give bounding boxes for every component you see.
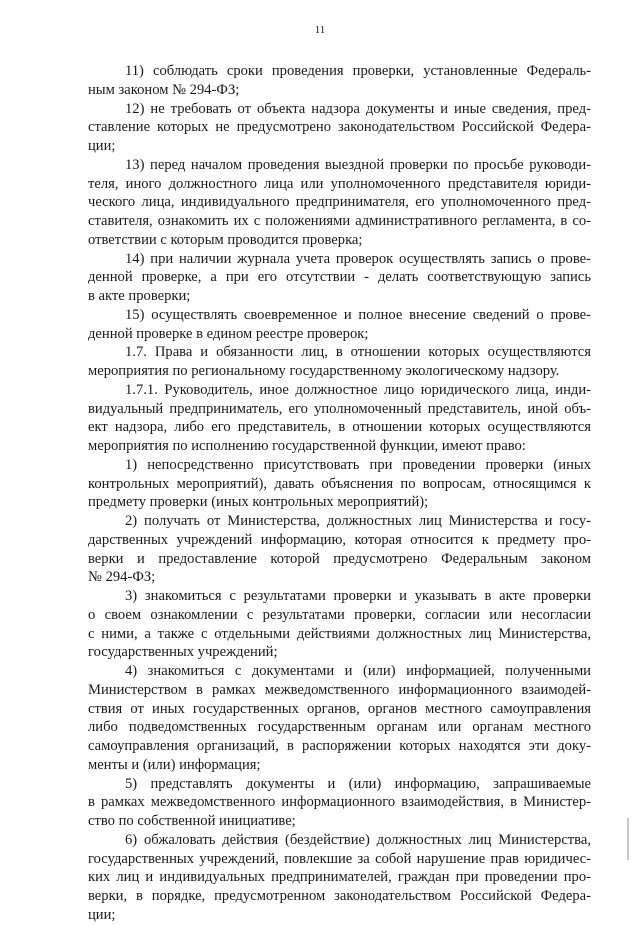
text-line: государственных учреждений;	[88, 644, 278, 661]
document-body	[88, 62, 591, 925]
text-line: ствия от иных государственных органов, органов местного самоуправления	[88, 700, 591, 717]
text-line: предмету проверки (иных контрольных мероприятий);	[88, 494, 429, 511]
text-line: денной проверке, а при его отсутствии - делать соответствующую запись	[88, 269, 591, 286]
text-line: в акте проверки;	[88, 288, 191, 304]
text-line: ответствии с которым проводится проверка;	[88, 231, 363, 248]
text-line: ции;	[88, 138, 116, 154]
text-line: ным законом № 294-ФЗ;	[88, 81, 240, 98]
text-line: в рамках межведомственного информационного взаимодействия, в Министер-	[88, 794, 591, 811]
text-line: 6) обжаловать действия (бездействие) должностных лиц Министерства,	[125, 831, 591, 848]
text-line: видуальный предприниматель, его уполномоченный представитель, иной объ-	[88, 400, 591, 417]
text-line: 4) знакомиться с документами и (или) информацией, полученными	[125, 663, 591, 679]
text-line: ции;	[88, 906, 116, 923]
text-line: теля, иного должностного лица или уполномоченного представителя юриди-	[88, 175, 591, 192]
text-line: ких лиц и индивидуальных предпринимателей, граждан при проведении про-	[88, 869, 591, 886]
text-line: верки и предоставление которой предусмотрено Федеральным законом	[88, 550, 591, 567]
page-number: 11	[314, 24, 326, 36]
text-line: ект надзора, либо его представитель, в отношении которых осуществляются	[88, 419, 591, 436]
text-line: ставителя, ознакомить их с положениями административного регламента, в со-	[88, 213, 591, 229]
text-line: контрольных мероприятий), давать объяснения по вопросам, относящимся к	[88, 475, 591, 492]
text-line: 1) непосредственно присутствовать при проведении проверки (иных	[125, 456, 591, 473]
text-line: мероприятия по исполнению государственной функции, имеют право:	[88, 438, 526, 454]
text-line: 13) перед началом проведения выездной проверки по просьбе руководи-	[125, 156, 591, 173]
text-line: 12) не требовать от объекта надзора документы и иные сведения, пред-	[125, 100, 591, 117]
text-line: 1.7. Права и обязанности лиц, в отношении которых осуществляются	[125, 344, 591, 361]
text-line: о своем ознакомлении с результатами проверки, согласии или несогласии	[88, 606, 591, 623]
text-line: государственных учреждений, повлекшие за собой нарушение прав юридичес-	[88, 850, 591, 867]
text-line: ставление которых не предусмотрено законодательством Российской Федера-	[88, 119, 591, 136]
text-line: либо подведомственных государственным органам или органам местного	[88, 719, 591, 736]
text-line: верки, в порядке, предусмотренном законодательством Российской Федера-	[88, 888, 591, 904]
text-line: 2) получать от Министерства, должностных лиц Министерства и госу-	[125, 513, 591, 529]
text-line: Министерством в рамках межведомственного информационного взаимодей-	[88, 681, 591, 698]
text-line: № 294-ФЗ;	[88, 569, 156, 586]
text-line: 11) соблюдать сроки проведения проверки, установленные Федераль-	[125, 63, 591, 79]
text-line: мероприятия по региональному государственному экологическому надзору.	[88, 363, 560, 379]
text-line: с ними, а также с отдельными действиями должностных лиц Министерства,	[88, 625, 591, 642]
text-line: дарственных учреждений информацию, которая относится к предмету про-	[88, 531, 591, 548]
text-line: 3) знакомиться с результатами проверки и указывать в акте проверки	[125, 588, 591, 604]
text-line: 14) при наличии журнала учета проверок осуществлять запись о прове-	[125, 250, 591, 267]
text-line: 15) осуществлять своевременное и полное внесение сведений о прове-	[125, 306, 591, 323]
scan-margin-mark	[627, 818, 629, 860]
text-line: 5) представлять документы и (или) информацию, запрашиваемые	[125, 775, 591, 792]
text-line: ство по собственной инициативе;	[88, 813, 296, 829]
text-line: ческого лица, индивидуального предпринимателя, его уполномоченного пред-	[88, 194, 591, 211]
text-line: денной проверке в едином реестре проверок;	[88, 325, 369, 342]
text-line: самоуправления организаций, в распоряжении которых находятся эти доку-	[88, 738, 591, 754]
text-line: 1.7.1. Руководитель, иное должностное лицо юридического лица, инди-	[125, 381, 591, 398]
text-line: менты и (или) информация;	[88, 756, 261, 773]
